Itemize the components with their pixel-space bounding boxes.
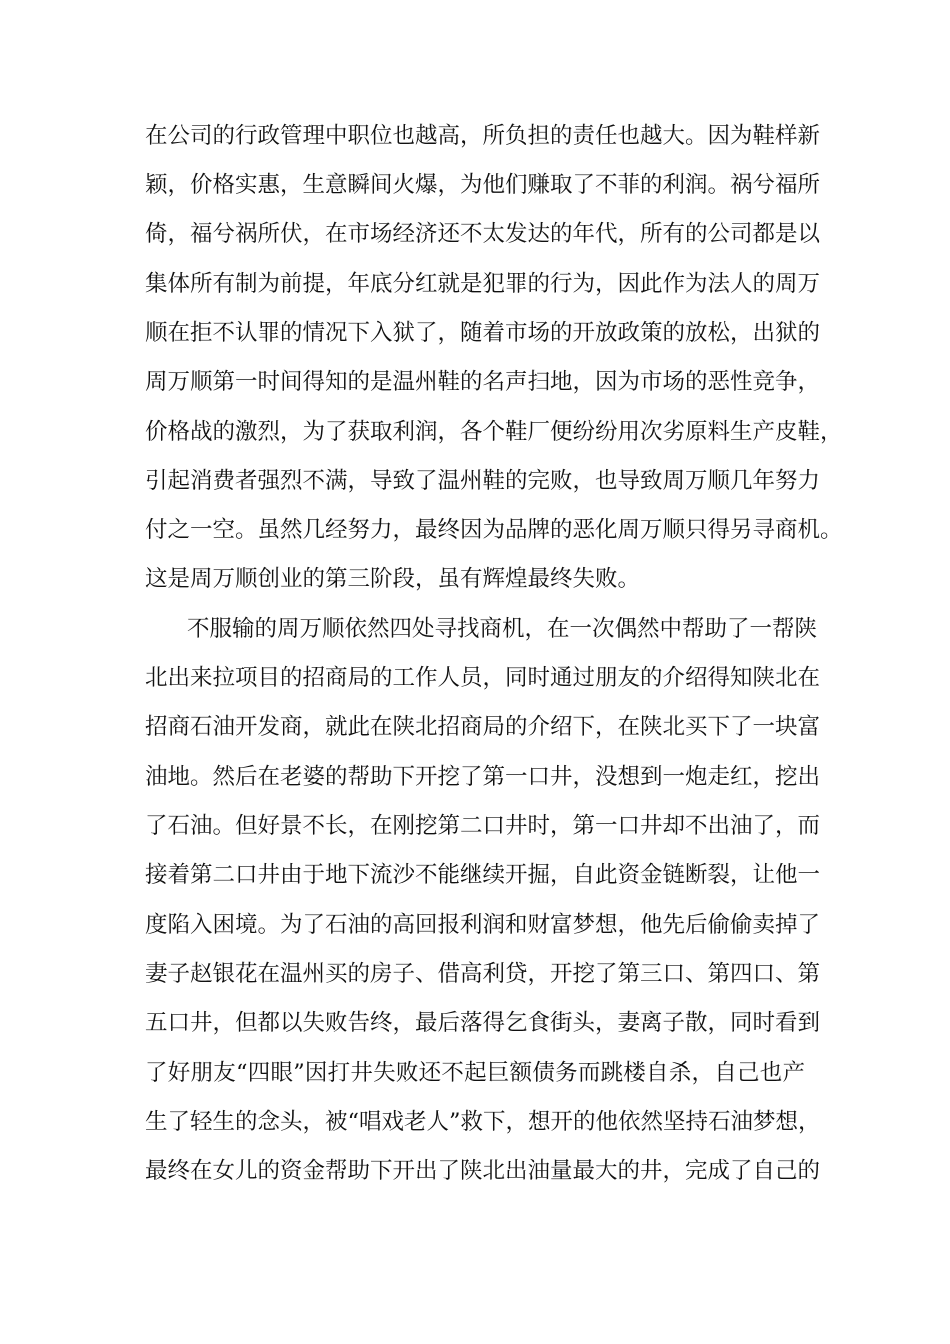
text-line: 北出来拉项目的招商局的工作人员，同时通过朋友的介绍得知陕北在: [145, 665, 821, 691]
text-line: 顺在拒不认罪的情况下入狱了，随着市场的开放政策的放松，出狱的: [145, 320, 821, 346]
text-line: 最终在女儿的资金帮助下开出了陕北出油量最大的井，完成了自己的: [145, 1158, 821, 1184]
text-line: 了石油。但好景不长，在刚挖第二口井时，第一口井却不出油了，而: [145, 813, 821, 839]
text-line: 周万顺第一时间得知的是温州鞋的名声扫地，因为市场的恶性竞争，: [145, 369, 821, 395]
text-line: 集体所有制为前提，年底分红就是犯罪的行为，因此作为法人的周万: [145, 271, 821, 297]
text-line: 度陷入困境。为了石油的高回报利润和财富梦想，他先后偷偷卖掉了: [145, 912, 821, 938]
text-line: 妻子赵银花在温州买的房子、借高利贷，开挖了第三口、第四口、第: [145, 961, 821, 987]
text-line: 不服输的周万顺依然四处寻找商机，在一次偶然中帮助了一帮陕: [187, 616, 818, 642]
text-line: 价格战的激烈，为了获取利润，各个鞋厂便纷纷用次劣原料生产皮鞋，: [145, 419, 843, 445]
text-line: 颖，价格实惠，生意瞬间火爆，为他们赚取了不菲的利润。祸兮福所: [145, 172, 821, 198]
text-line: 这是周万顺创业的第三阶段，虽有辉煌最终失败。: [145, 566, 641, 592]
text-line: 了好朋友“四眼”因打井失败还不起巨额债务而跳楼自杀，自己也产: [145, 1060, 805, 1086]
text-line: 五口井，但都以失败告终，最后落得乞食街头，妻离子散，同时看到: [145, 1010, 821, 1036]
text-line: 招商石油开发商，就此在陕北招商局的介绍下，在陕北买下了一块富: [145, 714, 821, 740]
text-line: 引起消费者强烈不满，导致了温州鞋的完败，也导致周万顺几年努力: [145, 468, 821, 494]
text-line: 倚，福兮祸所伏，在市场经济还不太发达的年代，所有的公司都是以: [145, 221, 821, 247]
text-line: 接着第二口井由于地下流沙不能继续开掘，自此资金链断裂，让他一: [145, 862, 821, 888]
text-line: 生了轻生的念头，被“唱戏老人”救下，想开的他依然坚持石油梦想，: [145, 1109, 821, 1135]
text-line: 在公司的行政管理中职位也越高，所负担的责任也越大。因为鞋样新: [145, 123, 821, 149]
text-line: 油地。然后在老婆的帮助下开挖了第一口井，没想到一炮走红，挖出: [145, 764, 821, 790]
text-line: 付之一空。虽然几经努力，最终因为品牌的恶化周万顺只得另寻商机。: [145, 517, 843, 543]
